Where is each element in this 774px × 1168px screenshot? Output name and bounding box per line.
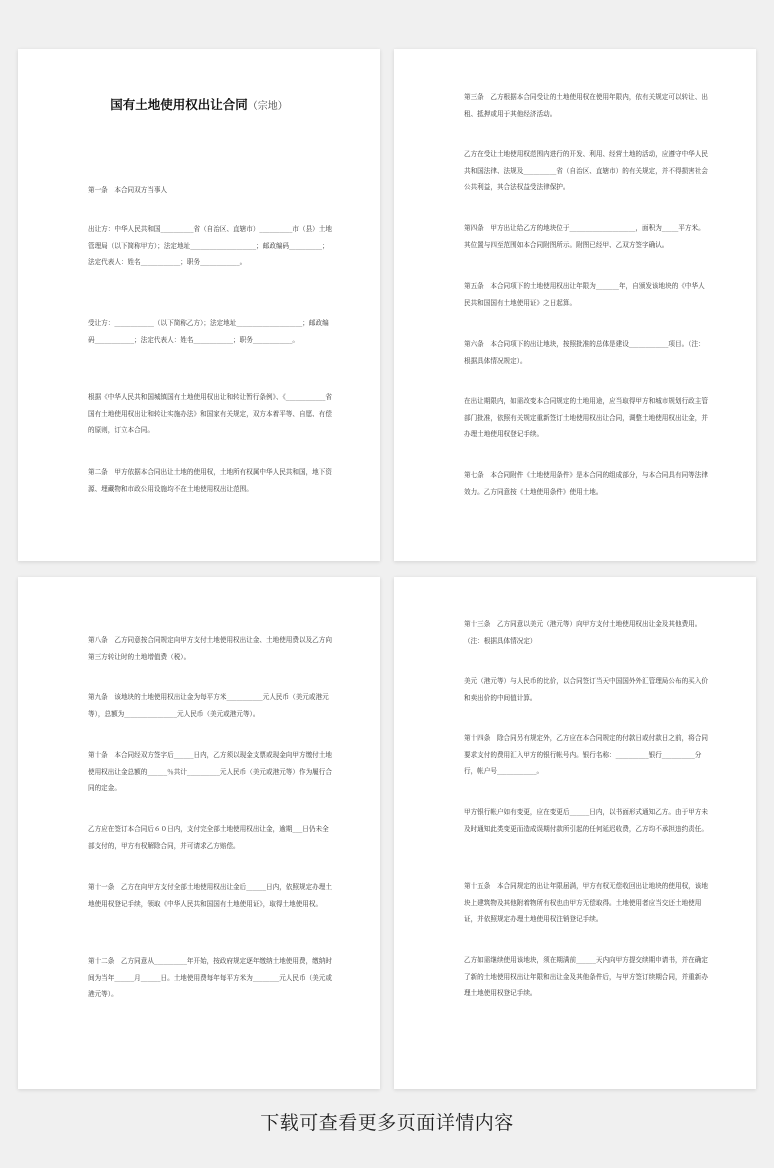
paragraph: 出让方：中华人民共和国__________省（自治区、直辖市）__________市（县）土地管理局（以下简称甲方）；法定地址____________________；邮政编码__________；法定代表人：姓名____________；职务____________。	[88, 225, 332, 266]
paragraph: 第八条 乙方同意按合同规定向甲方支付土地使用权出让金、土地使用费以及乙方向第三方转让时的土地增值费（税）。	[88, 636, 332, 661]
paragraph: 第十条 本合同经双方签字后______日内，乙方须以现金支票或现金向甲方缴付土地使用权出让金总额的______％共计__________元人民币（美元或港元等）作为履行合同的定金。	[88, 751, 332, 792]
paragraph: 甲方银行帐户如有变更，应在变更后______日内，以书面形式通知乙方。由于甲方未及时通知此类变更而造成误期付款所引起的任何延迟收费，乙方均不承担违约责任。	[464, 808, 708, 833]
paragraph: 根据《中华人民共和国城镇国有土地使用权出让和转让暂行条例》、《____________省国有土地使用权出让和转让实施办法》和国家有关规定，双方本着平等、自愿、有偿的原则，订立本合同。	[88, 393, 332, 434]
document-page-4	[394, 577, 756, 1089]
download-more-caption: 下载可查看更多页面详情内容	[260, 1112, 514, 1134]
paragraph: 第一条 本合同双方当事人	[88, 186, 168, 194]
paragraph: 在出让期限内，如需改变本合同规定的土地用途，应当取得甲方和城市规划行政主管部门批准，依照有关规定重新签订土地使用权出让合同，调整土地使用权出让金，并办理土地使用权登记手续。	[464, 397, 708, 438]
document-page-1	[18, 49, 380, 561]
paragraph: 第二条 甲方依据本合同出让土地的使用权，土地所有权属中华人民共和国，地下资源、埋藏物和市政公用设施均不在土地使用权出让范围。	[88, 468, 332, 493]
paragraph: 第七条 本合同附件《土地使用条件》是本合同的组成部分，与本合同具有同等法律效力。乙方同意按《土地使用条件》使用土地。	[464, 471, 708, 496]
paragraph: 第五条 本合同项下的土地使用权出让年限为_______年，自颁发该地块的《中华人民共和国国有土地使用证》之日起算。	[464, 282, 705, 307]
paragraph: 乙方应在签订本合同后６０日内，支付完全部土地使用权出让金，逾期___日仍未全部支付的，甲方有权解除合同，并可请求乙方赔偿。	[88, 825, 329, 850]
document-page-2	[394, 49, 756, 561]
paragraph: 受让方：____________（以下简称乙方）；法定地址____________________；邮政编码____________；法定代表人：姓名____________；职务____________。	[88, 319, 329, 344]
title-subtitle: （宗地）	[247, 101, 288, 112]
paragraph: 乙方在受让土地使用权范围内进行的开发、利用、经营土地的活动，应遵守中华人民共和国法律、法规及__________省（自治区、直辖市）的有关规定，并不得损害社会公共利益，其合法权益受法律保护。	[464, 150, 708, 191]
title-text: 国有土地使用权出让合同	[110, 97, 248, 112]
document-page-3	[18, 577, 380, 1089]
paragraph: 乙方如需继续使用该地块，须在期满前______天内向甲方提交续期申请书，并在确定了新的土地使用权出让年限和出让金及其他条件后，与甲方签订续期合同，并重新办理土地使用权登记手续。	[464, 956, 708, 997]
paragraph: 第四条 甲方出让给乙方的地块位于____________________，面积为_____平方米。其位置与四至范围如本合同附图所示。附图已经甲、乙双方签字确认。	[464, 224, 705, 249]
paragraph: 第三条 乙方根据本合同受让的土地使用权在使用年限内，依有关规定可以转让、出租、抵押或用于其他经济活动。	[464, 93, 708, 118]
paragraph: 美元（港元等）与人民币的比价，以合同签订当天中国国外外汇管理局公布的买入价和卖出价的中间值计算。	[464, 677, 708, 702]
paragraph: 第十五条 本合同规定的出让年限届满，甲方有权无偿收回出让地块的使用权，该地块上建筑物及其他附着物所有权也由甲方无偿取得。土地使用者应当交还土地使用证，并依照规定办理土地使用权注销登记手续。	[464, 882, 708, 923]
paragraph: 第六条 本合同项下的出让地块，按照批准的总体是建设____________项目。（注：根据具体情况规定）。	[464, 340, 705, 365]
document-title	[63, 95, 335, 113]
paragraph: 第十四条 除合同另有规定外，乙方应在本合同规定的付款日或付款日之前，将合同要求支付的费用汇入甲方的银行帐号内。银行名称：__________银行__________分行，帐户号____________。	[464, 734, 708, 775]
paragraph: 第十二条 乙方同意从__________年开始，按政府规定逐年缴纳土地使用费，缴纳时间为当年______月______日。土地使用费每年每平方米为________元人民币（美元或港元等）。	[88, 957, 332, 998]
paragraph: 第十一条 乙方在向甲方支付全部土地使用权出让金后______日内，依照规定办理土地使用权登记手续，领取《中华人民共和国国有土地使用证》，取得土地使用权。	[88, 883, 332, 908]
paragraph: 第十三条 乙方同意以美元（港元等）向甲方支付土地使用权出让金及其他费用。（注：根据具体情况定）	[464, 620, 702, 645]
paragraph: 第九条 该地块的土地使用权出让金为每平方米___________元人民币（美元或港元等），总额为________________元人民币（美元或港元等）。	[88, 693, 329, 718]
